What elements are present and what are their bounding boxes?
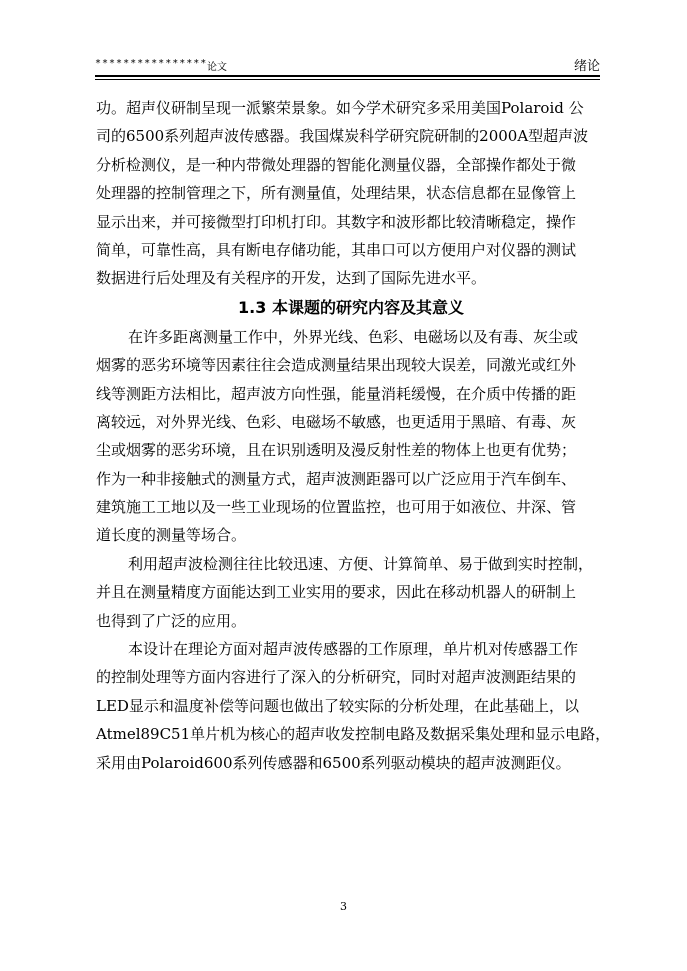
page-number: 3 xyxy=(340,900,347,913)
text-line: 数据进行后处理及有关程序的开发，达到了国际先进水平。 xyxy=(96,269,487,288)
text-line: 分析检测仪，是一种内带微处理器的智能化测量仪器，全部操作都处于微 xyxy=(96,155,577,174)
text-line: 离较远，对外界光线、色彩、电磁场不敏感，也更适用于黑暗、有毒、灰 xyxy=(96,412,577,431)
section-heading: 1.3 本课题的研究内容及其意义 xyxy=(238,297,464,317)
header-chapter: 绪论 xyxy=(573,59,600,74)
header-stars: **************** xyxy=(95,58,208,69)
text-line: 处理器的控制管理之下，所有测量值，处理结果，状态信息都在显像管上 xyxy=(96,184,577,203)
text-line: 线等测距方法相比，超声波方向性强，能量消耗缓慢，在介质中传播的距 xyxy=(96,384,577,403)
text-line: 司的6500系列超声波传感器。我国煤炭科学研究院研制的2000A型超声波 xyxy=(96,127,589,146)
header-rule-thick xyxy=(95,75,600,77)
text-line: 烟雾的恶劣环境等因素往往会造成测量结果出现较大误差，同激光或红外 xyxy=(96,356,577,375)
text-line: 显示出来，并可接微型打印机打印。其数字和波形都比较清晰稳定，操作 xyxy=(96,212,577,231)
paragraph-continued xyxy=(96,94,606,293)
paragraph-2 xyxy=(96,550,606,635)
text-line: 简单，可靠性高，具有断电存储功能，其串口可以方便用户对仪器的测试 xyxy=(96,240,577,259)
text-line: Atmel89C51单片机为核心的超声收发控制电路及数据采集处理和显示电路， xyxy=(96,725,611,744)
header-rule-thin xyxy=(95,79,600,80)
text-line: 也得到了广泛的应用。 xyxy=(96,611,247,630)
text-line: 的控制处理等方面内容进行了深入的分析研究，同时对超声波测距结果的 xyxy=(96,668,577,687)
header-doc-type: 论文 xyxy=(207,62,227,73)
text-line: 在许多距离测量工作中，外界光线、色彩、电磁场以及有毒、灰尘或 xyxy=(128,327,579,346)
text-line: 并且在测量精度方面能达到工业实用的要求，因此在移动机器人的研制上 xyxy=(96,583,577,602)
page-body xyxy=(96,94,611,777)
text-line: 本设计在理论方面对超声波传感器的工作原理，单片机对传感器工作 xyxy=(128,640,579,659)
text-line: 建筑施工工地以及一些工业现场的位置监控，也可用于如液位、井深、管 xyxy=(96,498,577,517)
text-line: LED显示和温度补偿等问题也做出了较实际的分析处理，在此基础上，以 xyxy=(96,696,579,715)
text-line: 功。超声仪研制呈现一派繁荣景象。如今学术研究多采用美国Polaroid 公 xyxy=(96,99,584,117)
text-line: 采用由Polaroid600系列传感器和6500系列驱动模块的超声波测距仪。 xyxy=(96,753,571,772)
paragraph-1 xyxy=(96,323,606,550)
page-header xyxy=(95,58,600,76)
text-line: 尘或烟雾的恶劣环境，且在识别透明及漫反射性差的物体上也更有优势； xyxy=(96,441,577,460)
text-line: 道长度的测量等场合。 xyxy=(96,526,247,545)
paragraph-3 xyxy=(96,635,611,777)
text-line: 作为一种非接触式的测量方式，超声波测距器可以广泛应用于汽车倒车、 xyxy=(96,469,577,488)
text-line: 利用超声波检测往往比较迅速、方便、计算简单、易于做到实时控制， xyxy=(128,554,594,573)
